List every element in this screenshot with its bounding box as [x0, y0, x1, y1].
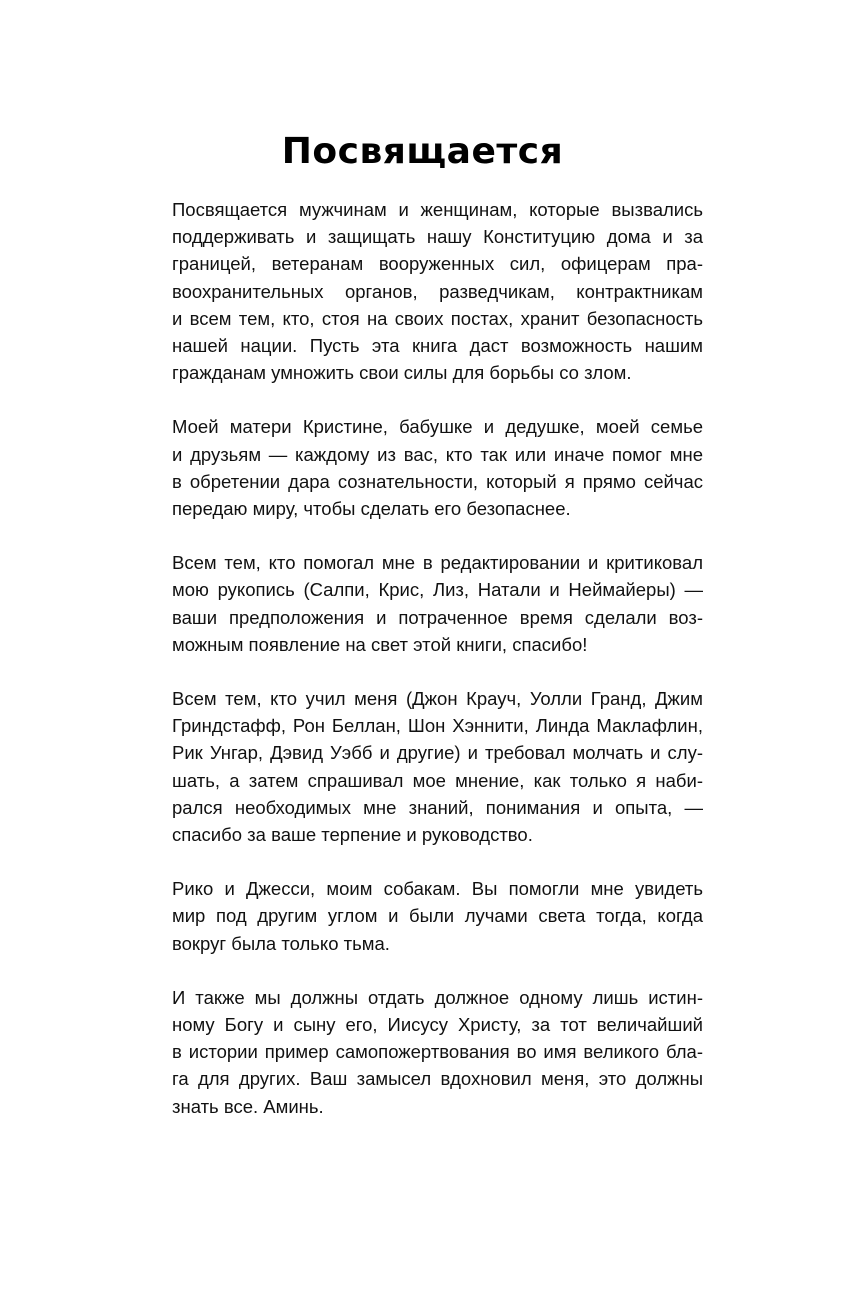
- text-line: и друзьям — каждому из вас, кто так или иначе помог мне: [172, 443, 703, 465]
- text-line: Гриндстафф, Рон Беллан, Шон Хэннити, Линда Маклафлин,: [172, 715, 703, 737]
- text-line: ному Богу и сыну его, Иисусу Христу, за тот величайший: [172, 1014, 703, 1036]
- text-line: рался необходимых мне знаний, понимания и опыта, —: [172, 796, 703, 818]
- paragraph-1: [172, 196, 703, 386]
- text-line: гражданам умножить свои силы для борьбы со злом.: [172, 362, 632, 384]
- text-line: поддерживать и защищать нашу Конституцию дома и за: [172, 226, 703, 248]
- text-line: мою рукопись (Салпи, Крис, Лиз, Натали и Неймайеры) —: [172, 579, 703, 601]
- paragraph-5: [172, 875, 703, 957]
- page-title: Посвящается: [281, 131, 564, 172]
- text-line: Рик Унгар, Дэвид Уэбб и другие) и требовал молчать и слу-: [172, 742, 703, 764]
- text-line: нашей нации. Пусть эта книга даст возможность нашим: [172, 335, 703, 357]
- text-line: Посвящается мужчинам и женщинам, которые вызвались: [172, 199, 703, 220]
- text-line: вокруг была только тьма.: [172, 932, 390, 954]
- dedication-text: [172, 196, 703, 1147]
- paragraph-6: [172, 984, 703, 1120]
- text-line: Рико и Джесси, моим собакам. Вы помогли мне увидеть: [172, 878, 703, 900]
- text-line: передаю миру, чтобы сделать его безопаснее.: [172, 498, 571, 520]
- text-line: в обретении дара сознательности, который я прямо сейчас: [172, 470, 703, 492]
- text-line: знать все. Аминь.: [172, 1095, 324, 1117]
- text-line: можным появление на свет этой книги, спасибо!: [172, 633, 588, 655]
- paragraph-4: [172, 685, 703, 848]
- text-line: спасибо за ваше терпение и руководство.: [172, 824, 533, 846]
- text-line: воохранительных органов, разведчикам, контрактникам: [172, 280, 703, 302]
- text-line: га для других. Ваш замысел вдохновил меня, это должны: [172, 1068, 703, 1090]
- text-line: ваши предположения и потраченное время сделали воз-: [172, 606, 703, 628]
- text-line: Всем тем, кто учил меня (Джон Крауч, Уолли Гранд, Джим: [172, 688, 703, 710]
- text-line: и всем тем, кто, стоя на своих постах, хранит безопасность: [172, 307, 703, 329]
- paragraph-2: [172, 413, 703, 522]
- paragraph-3: [172, 549, 703, 658]
- text-line: И также мы должны отдать должное одному лишь истин-: [172, 986, 703, 1008]
- text-line: шать, а затем спрашивал мое мнение, как только я наби-: [172, 769, 703, 791]
- text-line: Моей матери Кристине, бабушке и дедушке, моей семье: [172, 416, 703, 438]
- text-line: в истории пример самопожертвования во имя великого бла-: [172, 1041, 703, 1063]
- text-line: мир под другим углом и были лучами света тогда, когда: [172, 905, 703, 927]
- text-line: границей, ветеранам вооруженных сил, офицерам пра-: [172, 253, 703, 275]
- text-line: Всем тем, кто помогал мне в редактировании и критиковал: [172, 552, 703, 574]
